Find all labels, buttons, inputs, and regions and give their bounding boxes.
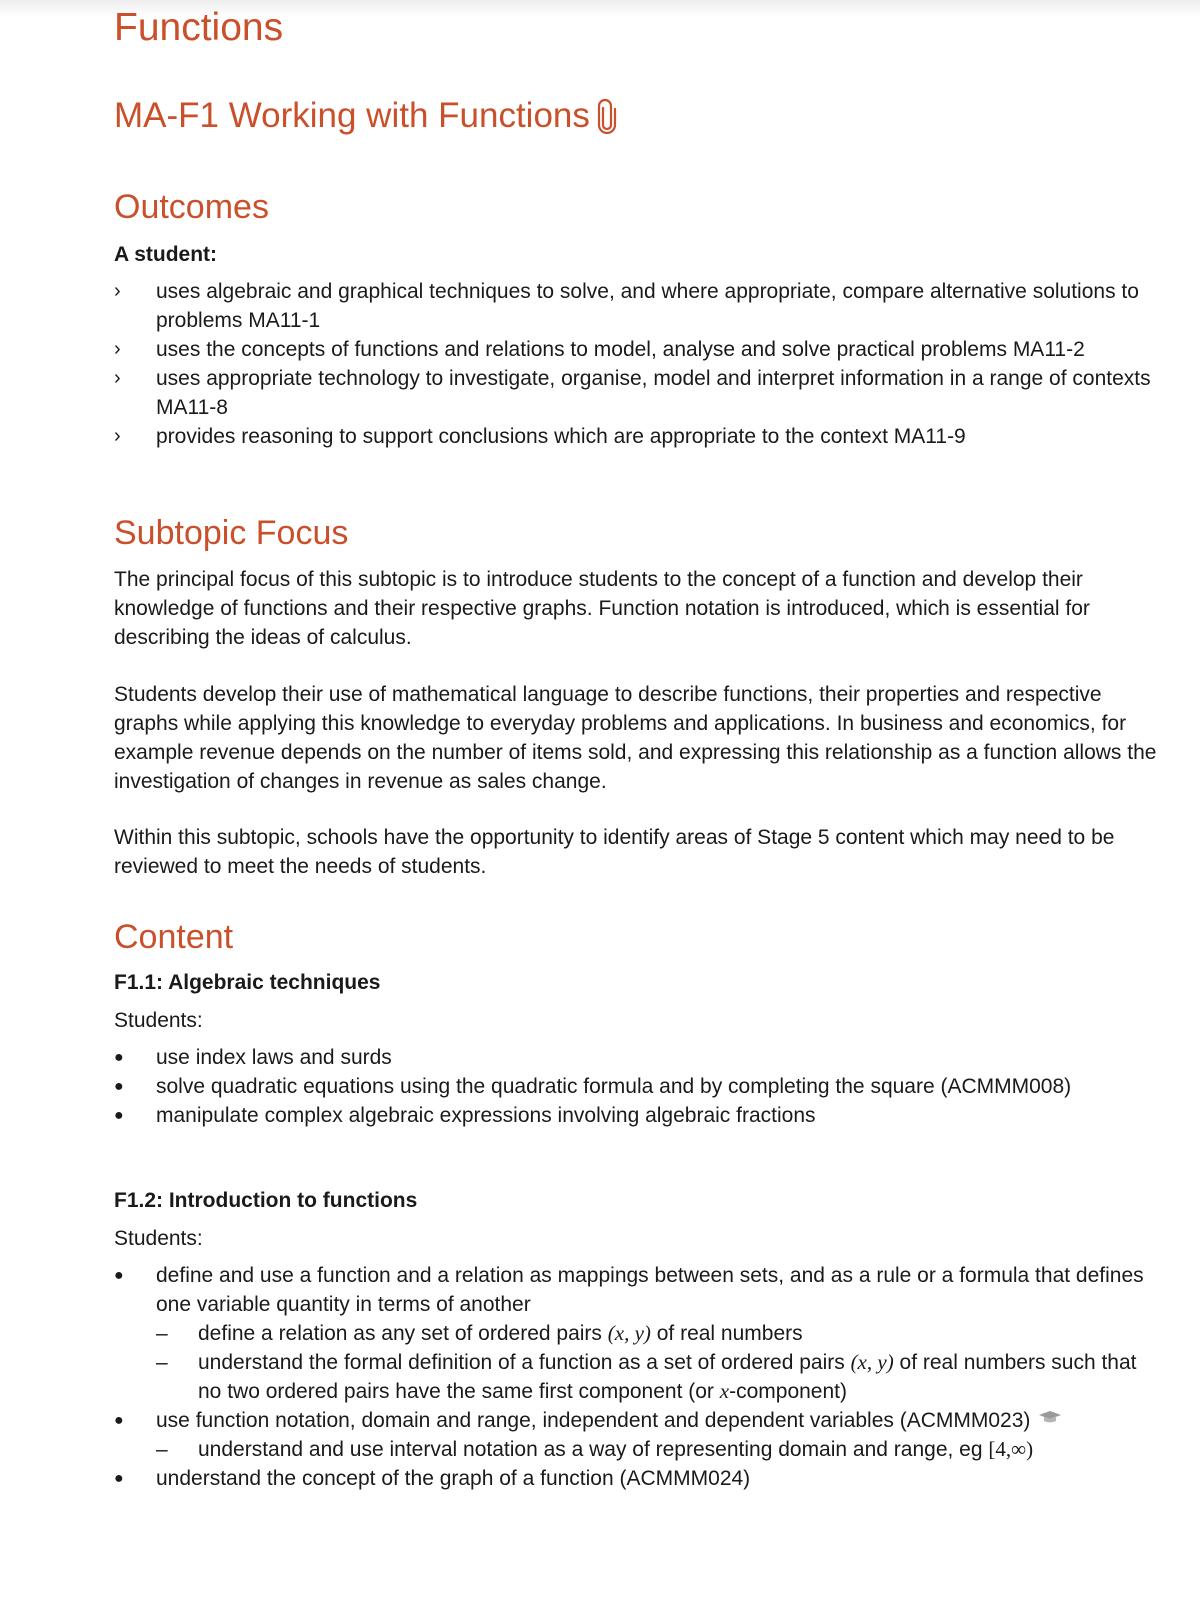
page-title: Functions <box>114 6 284 49</box>
subitem-text: of real numbers <box>650 1322 803 1345</box>
f11-students-label: Students: <box>114 1009 203 1032</box>
content-item-text: define and use a function and a relation as mappings between sets, and as a rule or a formula that defines one variable quantity in terms of another <box>156 1264 1144 1316</box>
outcomes-list <box>114 277 1164 451</box>
content-item: ● understand the concept of the graph of a function (ACMMM024) <box>114 1464 1164 1493</box>
outcome-item: › provides reasoning to support conclusions which are appropriate to the context MA11-9 <box>114 422 1164 451</box>
content-item: ● manipulate complex algebraic expressions involving algebraic fractions <box>114 1101 1164 1130</box>
content-subitem <box>114 1435 1164 1464</box>
math-pair: (x, y) <box>607 1321 651 1345</box>
subitem-text: understand the formal definition of a function as a set of ordered pairs <box>198 1351 851 1374</box>
content-item <box>114 1406 1164 1464</box>
f11-title: F1.1: Algebraic techniques <box>114 971 381 994</box>
subitem-text: understand and use interval notation as a way of representing domain and range, eg <box>198 1438 989 1461</box>
content-heading: Content <box>114 918 234 956</box>
outcome-item: › uses algebraic and graphical techniques to solve, and where appropriate, compare alternative solutions to problems MA11-1 <box>114 277 1164 335</box>
focus-paragraph: Within this subtopic, schools have the opportunity to identify areas of Stage 5 content which may need to be reviewed to meet the needs of students. <box>114 826 1115 878</box>
content-item: ● use index laws and surds <box>114 1043 1164 1072</box>
subtopic-title <box>114 96 618 136</box>
content-item: ● solve quadratic equations using the quadratic formula and by completing the square (ACMMM008) <box>114 1072 1164 1101</box>
outcome-item: › uses appropriate technology to investigate, organise, model and interpret information in a range of contexts MA11-8 <box>114 364 1164 422</box>
focus-paragraph: The principal focus of this subtopic is to introduce students to the concept of a function and develop their knowledge of functions and their respective graphs. Function notation is introduced, which is essential for describing the ideas of calculus. <box>114 568 1090 649</box>
math-pair: (x, y) <box>850 1350 894 1374</box>
content-item-text: use function notation, domain and range, independent and dependent variables (ACMMM023) <box>156 1409 1031 1432</box>
content-sublist <box>114 1435 1164 1464</box>
focus-paragraph: Students develop their use of mathematical language to describe functions, their properties and respective graphs while applying this knowledge to everyday problems and applications. In business and economics, for example revenue depends on the number of items sold, and expressing this relationship as a function allows the investigation of changes in revenue as sales change. <box>114 683 1157 793</box>
f11-list <box>114 1043 1164 1130</box>
f12-students-label: Students: <box>114 1227 203 1250</box>
outcomes-heading: Outcomes <box>114 188 269 226</box>
content-item <box>114 1261 1164 1406</box>
math-var: x <box>719 1379 730 1403</box>
math-interval: [4,∞) <box>988 1437 1034 1461</box>
paperclip-icon[interactable] <box>596 98 618 134</box>
subtopic-title-text: MA-F1 Working with Functions <box>114 96 590 135</box>
content-sublist <box>114 1319 1164 1406</box>
content-subitem <box>114 1319 1164 1348</box>
graduation-cap-icon[interactable] <box>1038 1410 1062 1424</box>
focus-heading: Subtopic Focus <box>114 514 349 552</box>
outcome-item: › uses the concepts of functions and relations to model, analyse and solve practical problems MA11-2 <box>114 335 1164 364</box>
content-subitem <box>114 1348 1164 1406</box>
subitem-text: of real numbers such that no two ordered pairs have the same first component (or <box>198 1351 1137 1403</box>
f12-list <box>114 1261 1164 1493</box>
subitem-text: -component) <box>729 1380 847 1403</box>
outcomes-intro: A student: <box>114 243 218 266</box>
f12-title: F1.2: Introduction to functions <box>114 1189 418 1212</box>
subitem-text: define a relation as any set of ordered pairs <box>198 1322 608 1345</box>
